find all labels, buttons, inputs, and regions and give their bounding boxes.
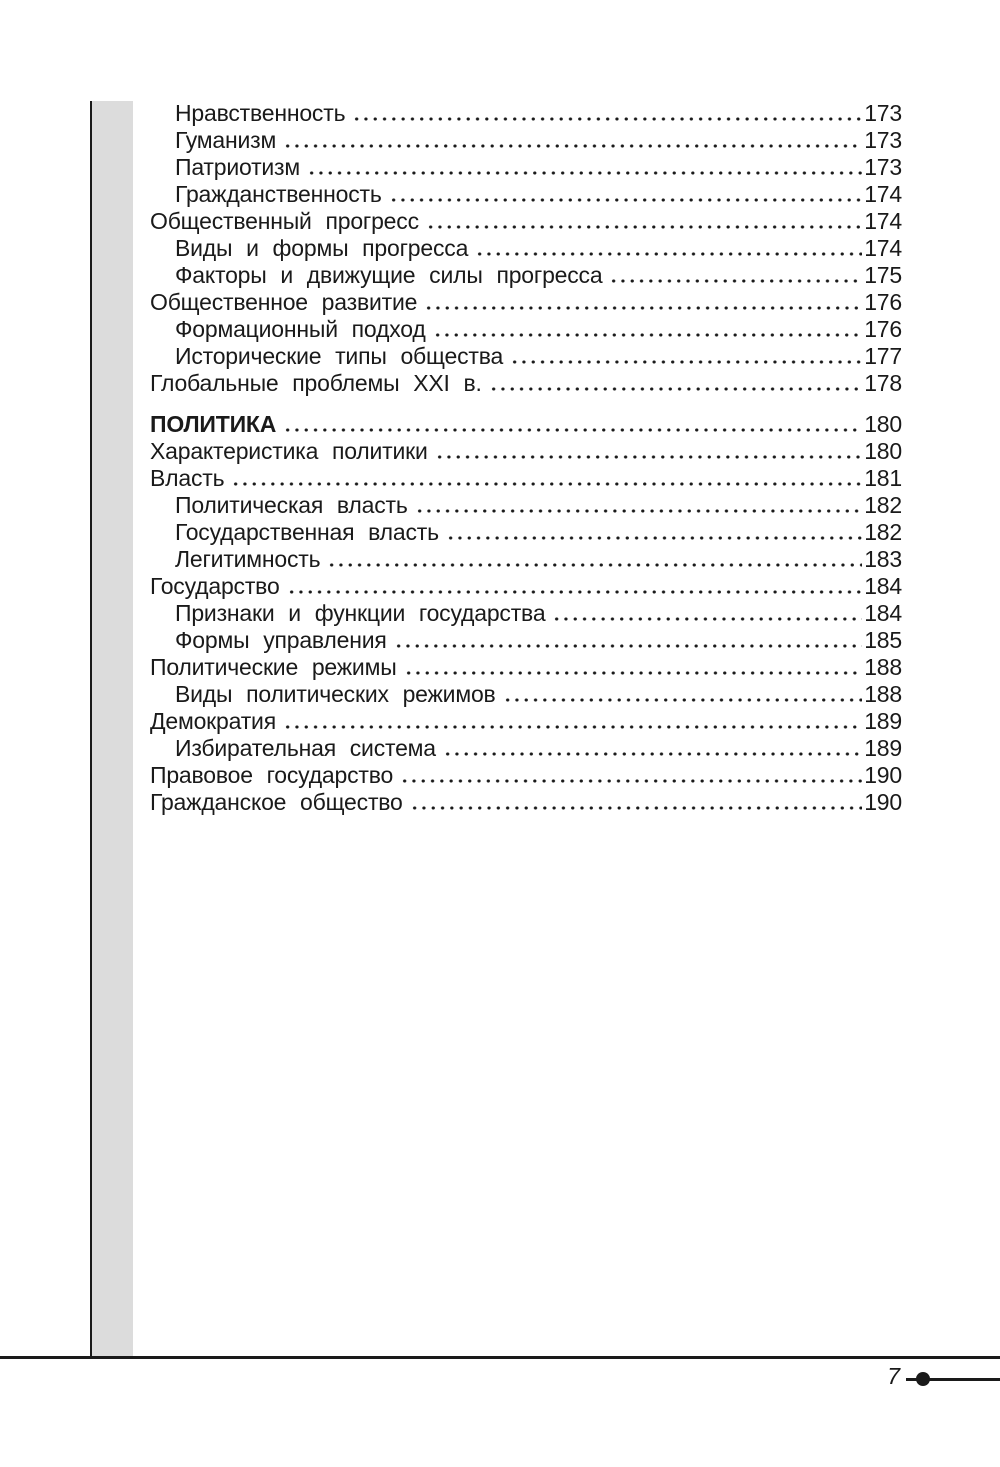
toc-entry-page: 173 [864, 127, 902, 153]
toc-entry-page: 184 [864, 600, 902, 626]
toc-entry-page: 180 [864, 411, 902, 437]
dot-leader [426, 225, 862, 229]
toc-entry-page: 176 [864, 316, 902, 342]
toc-entry-label: Общественное развитие [150, 289, 418, 315]
toc-entry-label: Гражданское общество [150, 789, 403, 815]
dot-leader [394, 644, 863, 648]
left-margin-bar [92, 101, 133, 1357]
toc-entry [150, 343, 902, 370]
toc-entry-label: Нравственность [175, 100, 346, 126]
toc-entry-page: 178 [864, 370, 902, 396]
toc-entry-page: 190 [864, 789, 902, 815]
toc-entry-page: 173 [864, 154, 902, 180]
toc-entry [150, 154, 902, 181]
toc-entry-label: Политическая власть [175, 492, 408, 518]
toc-entry [150, 438, 902, 465]
dot-leader [231, 482, 862, 486]
toc-entry [150, 316, 902, 343]
dot-leader [352, 117, 862, 121]
dot-leader [424, 306, 862, 310]
toc-entry [150, 519, 902, 546]
toc-entry-page: 181 [864, 465, 902, 491]
dot-leader [503, 698, 863, 702]
dot-leader [283, 725, 862, 729]
toc-entry-page: 175 [864, 262, 902, 288]
toc-entry [150, 681, 902, 708]
toc-entry-page: 174 [864, 181, 902, 207]
toc-entry-page: 189 [864, 708, 902, 734]
toc-entry [150, 289, 902, 316]
toc-entry [150, 627, 902, 654]
toc-entry-label: Государственная власть [175, 519, 439, 545]
toc-entry-page: 174 [864, 235, 902, 261]
toc-entry-page: 184 [864, 573, 902, 599]
dot-leader [510, 360, 862, 364]
dot-leader [446, 536, 862, 540]
toc-entry-label: Виды и формы прогресса [175, 235, 469, 261]
toc-entry-label: Формы управления [175, 627, 387, 653]
toc-entry-label: Демократия [150, 708, 276, 734]
toc-entry [150, 762, 902, 789]
toc-entry-page: 188 [864, 681, 902, 707]
toc-entry [150, 127, 902, 154]
toc-entry [150, 465, 902, 492]
toc-entry-label: Общественный прогресс [150, 208, 419, 234]
dot-leader [307, 171, 862, 175]
toc-entry [150, 735, 902, 762]
toc-entry-label: Гуманизм [175, 127, 277, 153]
toc-entry-label: Характеристика политики [150, 438, 428, 464]
toc-entry-label: Гражданственность [175, 181, 382, 207]
toc-entry [150, 370, 902, 397]
toc-entry-page: 183 [864, 546, 902, 572]
toc-entry-page: 173 [864, 100, 902, 126]
toc-entry [150, 546, 902, 573]
toc-entry-page: 180 [864, 438, 902, 464]
toc-entry-label: Политические режимы [150, 654, 397, 680]
toc-entry-page: 177 [864, 343, 902, 369]
dot-leader [433, 333, 863, 337]
dot-leader [287, 590, 863, 594]
toc-entry-label: Избирательная система [175, 735, 436, 761]
toc-entry [150, 181, 902, 208]
toc-entry-page: 182 [864, 492, 902, 518]
toc-entry-label: Патриотизм [175, 154, 301, 180]
dot-leader [489, 387, 863, 391]
toc-entry-page: 189 [864, 735, 902, 761]
toc-entry [150, 654, 902, 681]
toc-entry [150, 208, 902, 235]
toc-entry-page: 185 [864, 627, 902, 653]
toc-entry [150, 708, 902, 735]
toc-entry-label: Государство [150, 573, 280, 599]
toc-entry-label: Исторические типы общества [175, 343, 504, 369]
toc-entry-label: Власть [150, 465, 225, 491]
toc-entry-label: Формационный подход [175, 316, 426, 342]
toc-entry [150, 789, 902, 816]
toc-section-heading [150, 411, 902, 438]
toc-entry-label: Признаки и функции государства [175, 600, 546, 626]
toc-entry [150, 100, 902, 127]
toc-entry-label: Глобальные проблемы XXI в. [150, 370, 482, 396]
dot-leader [443, 752, 862, 756]
dot-leader [435, 455, 863, 459]
toc-entry-page: 174 [864, 208, 902, 234]
toc-entry-label: Факторы и движущие силы прогресса [175, 262, 603, 288]
table-of-contents [150, 100, 902, 816]
toc-entry-page: 188 [864, 654, 902, 680]
toc-entry [150, 262, 902, 289]
dot-leader [400, 779, 862, 783]
dot-leader [415, 509, 863, 513]
dot-leader [327, 563, 862, 567]
toc-entry-label: Правовое государство [150, 762, 394, 788]
toc-entry-label: ПОЛИТИКА [150, 411, 277, 437]
toc-entry [150, 235, 902, 262]
toc-entry-label: Виды политических режимов [175, 681, 496, 707]
dot-leader [410, 806, 863, 810]
dot-leader [552, 617, 862, 621]
dot-leader [389, 198, 863, 202]
toc-entry [150, 492, 902, 519]
toc-entry [150, 600, 902, 627]
footer-ornament-dot-icon [916, 1372, 930, 1386]
dot-leader [609, 279, 862, 283]
footer-rule [0, 1356, 1000, 1359]
dot-leader [404, 671, 863, 675]
toc-entry-page: 182 [864, 519, 902, 545]
dot-leader [475, 252, 862, 256]
toc-entry-page: 190 [864, 762, 902, 788]
toc-entry-page: 176 [864, 289, 902, 315]
toc-entry [150, 573, 902, 600]
page-number: 7 [887, 1363, 900, 1389]
toc-entry-label: Легитимность [175, 546, 321, 572]
dot-leader [283, 428, 862, 432]
dot-leader [283, 144, 862, 148]
